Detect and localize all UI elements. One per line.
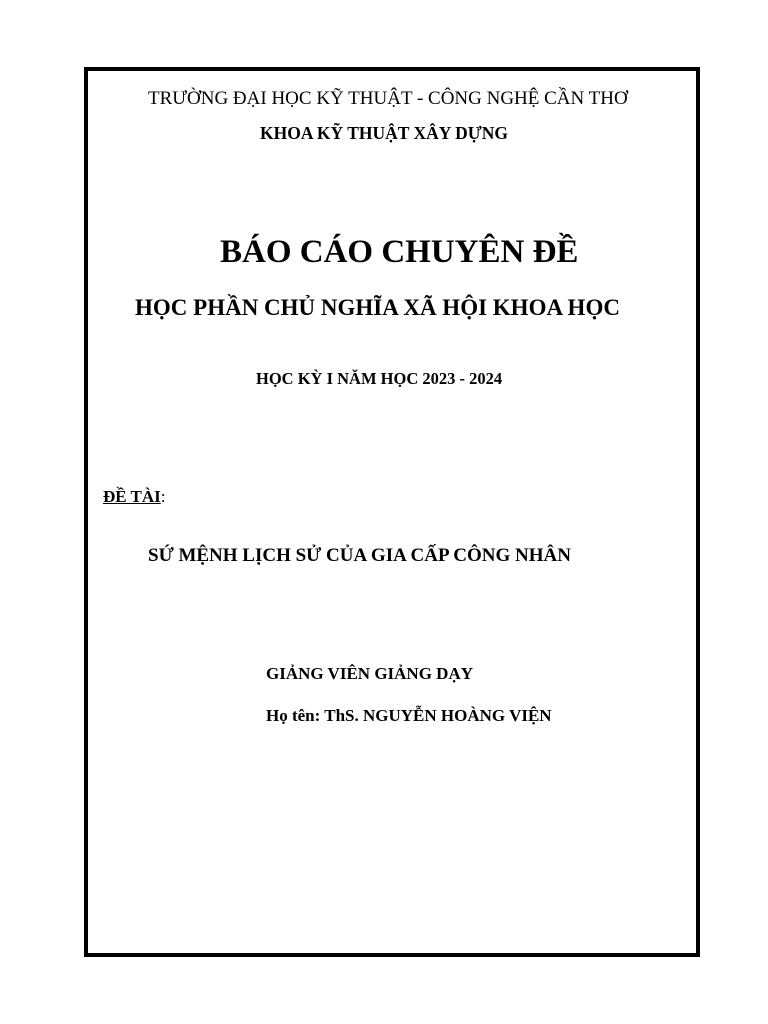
semester-line: HỌC KỲ I NĂM HỌC 2023 - 2024 [256, 369, 503, 388]
topic-label-colon: : [160, 487, 166, 506]
lecturer-heading: GIẢNG VIÊN GIẢNG DẠY [266, 664, 474, 683]
topic-title: SỨ MỆNH LỊCH SỬ CỦA GIA CẤP CÔNG NHÂN [148, 545, 571, 566]
report-title: BÁO CÁO CHUYÊN ĐỀ [220, 234, 579, 270]
topic-label-row [103, 487, 166, 507]
course-title: HỌC PHẦN CHỦ NGHĨA XÃ HỘI KHOA HỌC [135, 295, 620, 320]
faculty-name: KHOA KỸ THUẬT XÂY DỰNG [260, 123, 508, 143]
topic-label: ĐỀ TÀI [103, 487, 161, 506]
university-name: TRƯỜNG ĐẠI HỌC KỸ THUẬT - CÔNG NGHỆ CẦN THƠ [148, 88, 628, 109]
page-border-frame [84, 67, 700, 957]
lecturer-name: Họ tên: ThS. NGUYỄN HOÀNG VIỆN [266, 706, 552, 725]
